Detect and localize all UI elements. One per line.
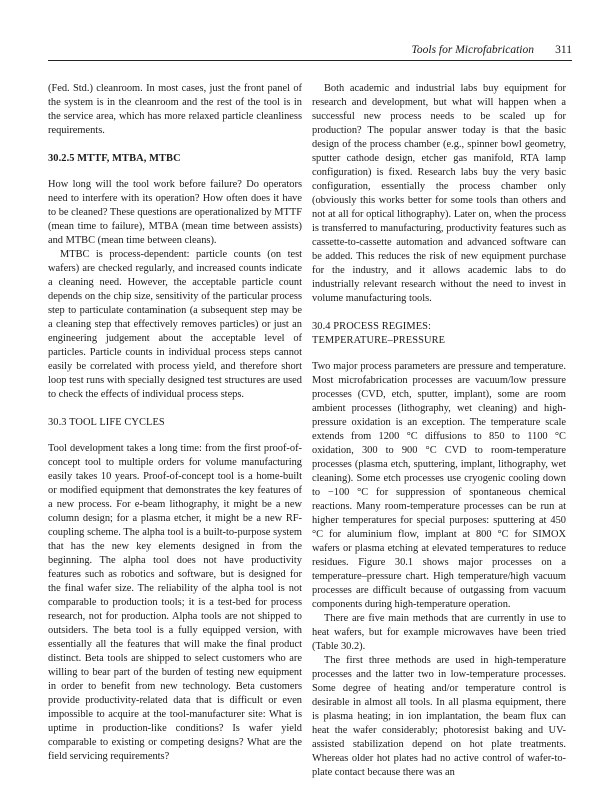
right-column [312,82,566,780]
section-heading-30-4 [312,320,566,348]
paragraph: (Fed. Std.) cleanroom. In most cases, just the front panel of the system is in the cleanroom and the rest of the tool is in the service area, which has more relaxed particle cleanliness requirements. [48,83,302,136]
paragraph: MTBC is process-dependent: particle counts (on test wafers) are checked regularly, and increased counts indicate a cleaning need. However, the acceptable particle count depends on the chip size, sensitivity of the particular process step to particulate contamination (a subsequent step may be a cleaning step that effectively removes particles) or just an engineering judgement about the acceptable level of particles. Particle counts in individual process steps cannot easily be correlated with process yield, and therefore short loop test runs with specially designed test structures are used to check the effects of individual process steps. [48,249,302,400]
left-column [48,82,302,764]
section-heading-30-2-5: 30.2.5 MTTF, MTBA, MTBC [48,153,181,164]
page-number: 311 [555,44,572,56]
page-header [48,44,572,61]
running-title: Tools for Microfabrication [411,44,534,56]
paragraph: Tool development takes a long time: from the first proof-of-concept tool to multiple orders for volume manufacturing easily takes 10 years. Proof-of-concept tool is a home-built or modified equipment that demonstrates the key features of a new process. For e-beam lithography, it might be a new column design; for a plasma etcher, it might be a new RF-coupling scheme. The alpha tool is a built-to-purpose system that has the new key elements designed in from the beginning. The alpha tool does not have productivity features such as robotics and software, but is designed for the final wafer size. The reliability of the alpha tool is not comparable to production tools; it is a test-bed for process research, not for production. Alpha tools are not shipped to outsiders. The beta tool is a fully equipped version, with essentially all the features that will make the final product distinct. Beta tools are shipped to select customers who are willing to bear part of the burden of testing new equipment in order to benefit from new technology. Beta customers provide productivity-related data that is difficult or even impossible to acquire at the tool-manufacturer site: What is uptime in production-like conditions? Is wafer yield comparable to existing or competing designs? What are the field servicing requirements? [48,443,302,762]
paragraph: Both academic and industrial labs buy equipment for research and development, but what will happen when a successful new process needs to be scaled up for production? The popular answer today is that the basic design of the process chamber (e.g., spinner bowl geometry, sputter cathode design, etcher gas manifold, RTA lamp configuration) is fixed. Research labs buy the very basic configuration, essentially the process chamber only (obviously this works better for some tools than others and not at all for optical lithography). Later on, when the process is transferred to manufacturing, productivity features such as cassette-to-cassette automation and advanced software can be added. This reduces the risk of new equipment purchase for the industry, and it allows academic labs to do industrially relevant research without the need to invest in volume manufacturing tools. [312,83,566,304]
paragraph: The first three methods are used in high-temperature processes and the latter two in low-temperature processes. Some degree of heating and/or temperature control is desirable in almost all tools. In all plasma equipment, there is plasma heating; in ion implantation, the beam flux can heat the wafer considerably; photoresist baking and UV-assisted stabilization depend on hot plate treatments. Whereas older hot plates had no active control of wafer-to-plate contact because there was an [312,655,566,778]
paragraph: There are five main methods that are currently in use to heat wafers, but for example microwaves have been tried (Table 30.2). [312,613,566,652]
section-heading-line: TEMPERATURE–PRESSURE [312,335,446,346]
paragraph: How long will the tool work before failure? Do operators need to interfere with its operation? How often does it have to be cleaned? These questions are operationalized by MTTF (mean time to failure), MTBA (mean time between assists) and MTBC (mean time between cleans). [48,179,302,246]
section-heading-30-3: 30.3 TOOL LIFE CYCLES [48,417,165,428]
section-heading-line: 30.4 PROCESS REGIMES: [312,321,432,332]
paragraph: Two major process parameters are pressure and temperature. Most microfabrication processes are vacuum/low pressure processes (CVD, etch, sputter, implant), some are room ambient processes (lithography, wet cleaning) and high-pressure oxidation is an exception. The temperature scale extends from 1200 °C diffusions to 850 to 1100 °C oxidation, 300 to 900 °C CVD to room-temperature processes (plasma etch, sputtering, implant, lithography, wet cleaning). Some etch processes use cryogenic cooling down to −100 °C for suppression of spontaneous chemical reactions. Many room-temperature processes can be run at higher temperatures for special purposes: sputtering at 450 °C for aluminium flow, implant at 800 °C for SIMOX wafers or plasma etching at elevated temperatures to reduce residues. Figure 30.1 shows major processes on a temperature–pressure chart. High temperature/high vacuum processes are difficult because of outgassing from vacuum components during high-temperature operation. [312,361,566,610]
